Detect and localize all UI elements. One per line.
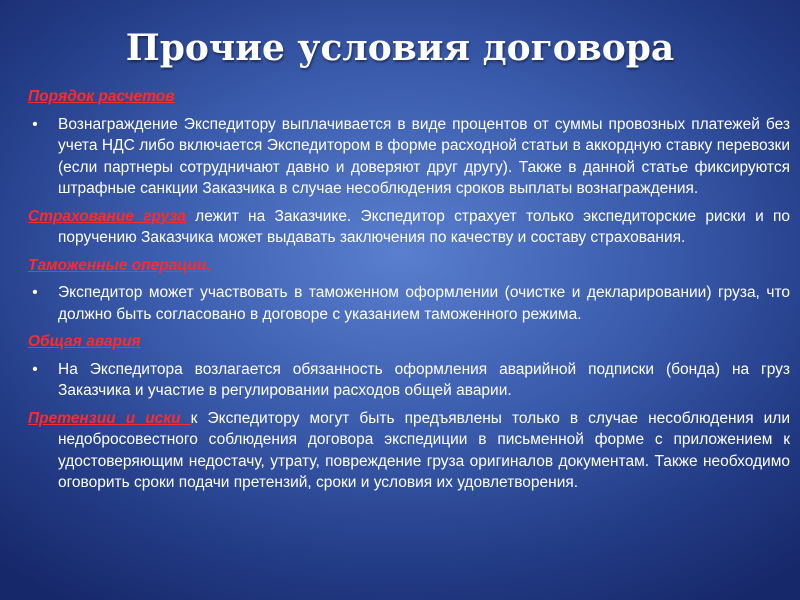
section-customs-heading [28,255,790,277]
slide-title: Прочие условия договора [125,27,675,69]
payment-bullet [28,114,790,200]
customs-bullet-text: Экспедитор может участвовать в таможенном оформлении (очистке и декларировании) груза, что должно быть согласовано в договоре с указанием таможенного режима. [58,284,790,323]
customs-heading: Таможенные операции. [28,256,211,274]
average-bullet-text: На Экспедитора возлагается обязанность оформления аварийной подписки (бонда) на груз Заказчика и участие в регулировании расходов общей аварии. [58,360,790,399]
claims-paragraph [28,408,790,494]
insurance-text: лежит на Заказчике. Экспедитор страхует только экспедиторские риски и по поручению Заказчика может выдавать заключения по качеству и составу страхования. [58,207,791,246]
payment-bullet-text: Вознаграждение Экспедитору выплачивается в виде процентов от суммы провозных платежей без учета НДС либо включается Экспедитором в форме расходной статьи в аккордную ставку перевозки (если партнеры сотрудничают давно и доверяют друг другу). Также в данной статье фиксируются штрафные санкции Заказчика в случае несоблюдения сроков выплаты вознаграждения. [58,115,790,197]
payment-heading: Порядок расчетов [28,88,175,105]
section-payment-heading [28,86,790,108]
claims-text: к Экспедитору могут быть предъявлены только в случае несоблюдения или недобросовестного соблюдения договора экспедиции в письменной форме с приложением к удостоверяющим недостачу, утрату, повреждение груза оригиналов документам. Также необходимо оговорить сроки подачи претензий, сроки и условия их удовлетворения. [58,409,790,491]
average-bullet [28,359,790,402]
insurance-paragraph [28,206,790,249]
section-average-heading [28,331,790,353]
bullet-icon: • [32,115,38,133]
bullet-icon: • [32,360,38,378]
average-heading: Общая авария [28,333,141,350]
bullet-icon: • [32,284,38,301]
slide-content [28,86,790,500]
claims-heading: Претензии и иски [28,409,191,427]
insurance-heading: Страхование груза [28,207,186,225]
customs-bullet [28,282,790,325]
